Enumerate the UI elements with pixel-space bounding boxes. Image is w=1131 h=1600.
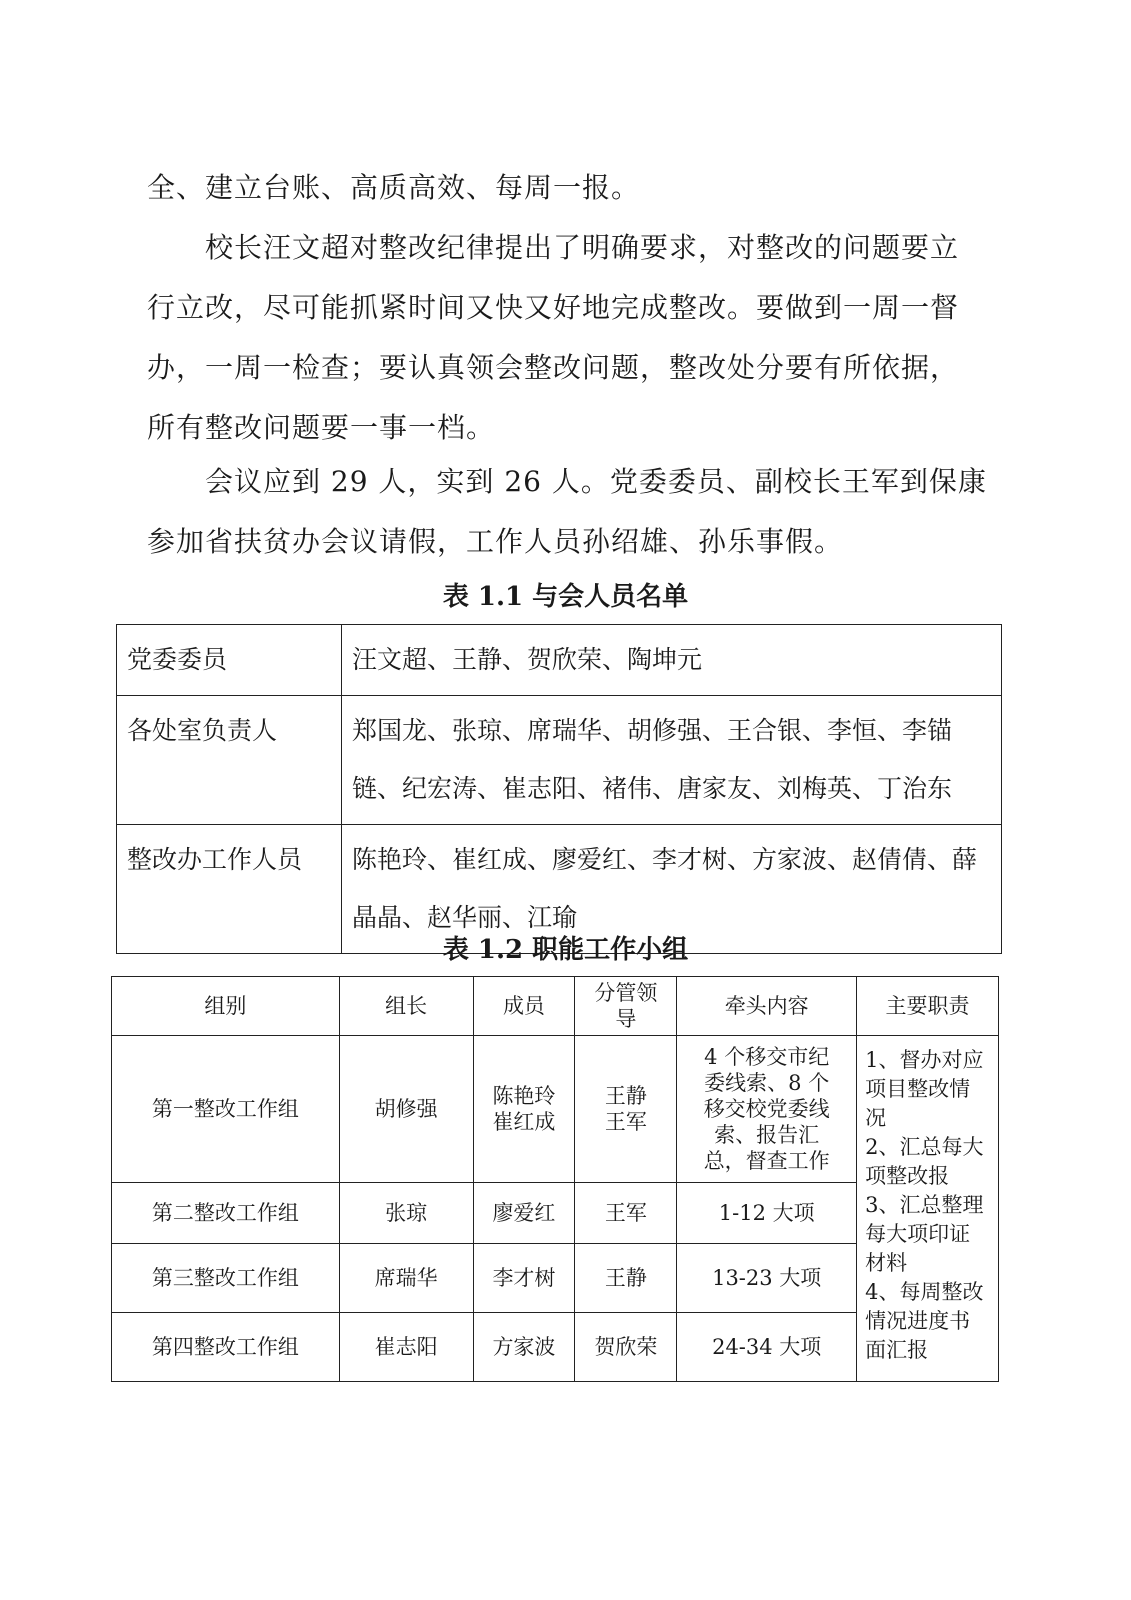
table-cell-role: 党委委员 — [117, 625, 342, 696]
cell-group: 第三整改工作组 — [112, 1244, 340, 1313]
cell-content: 1-12 大项 — [677, 1183, 857, 1244]
cell-leader: 胡修强 — [339, 1036, 473, 1183]
cell-supervisor: 王静 王军 — [575, 1036, 677, 1183]
cell-group: 第一整改工作组 — [112, 1036, 340, 1183]
cell-leader: 崔志阳 — [339, 1313, 473, 1382]
cell-content: 13-23 大项 — [677, 1244, 857, 1313]
cell-content: 4 个移交市纪委线索、8 个移交校党委线索、报告汇总，督查工作 — [677, 1036, 857, 1183]
attendee-table — [116, 624, 1002, 954]
header-members: 成员 — [473, 977, 575, 1036]
header-content: 牵头内容 — [677, 977, 857, 1036]
cell-duties: 1、督办对应项目整改情况 2、汇总每大项整改报 3、汇总整理每大项印证材料 4、每周整改情况进度书面汇报 — [857, 1036, 999, 1382]
table-header-row — [112, 977, 999, 1036]
cell-members: 李才树 — [473, 1244, 575, 1313]
table-row — [112, 1036, 999, 1183]
cell-members: 廖爱红 — [473, 1183, 575, 1244]
cell-group: 第四整改工作组 — [112, 1313, 340, 1382]
table2-caption: 表 1.2 职能工作小组 — [442, 935, 689, 965]
table-cell-names: 陈艳玲、崔红成、廖爱红、李才树、方家波、赵倩倩、薛晶晶、赵华丽、江瑜 — [342, 825, 1002, 954]
header-duties: 主要职责 — [857, 977, 999, 1036]
table-cell-role: 各处室负责人 — [117, 696, 342, 825]
cell-members: 方家波 — [473, 1313, 575, 1382]
paragraph-1: 全、建立台账、高质高效、每周一报。 — [147, 171, 641, 204]
table-cell-names: 郑国龙、张琼、席瑞华、胡修强、王合银、李恒、李锚链、纪宏涛、崔志阳、褚伟、唐家友、刘梅英、丁治东 — [342, 696, 1002, 825]
header-leader: 组长 — [339, 977, 473, 1036]
table-row — [117, 625, 1002, 696]
cell-content: 24-34 大项 — [677, 1313, 857, 1382]
table-cell-role: 整改办工作人员 — [117, 825, 342, 954]
table-row — [117, 696, 1002, 825]
paragraph-3: 会议应到 29 人，实到 26 人。党委委员、副校长王军到保康参加省扶贫办会议请假，工作人员孙绍雄、孙乐事假。 — [147, 465, 987, 558]
work-group-table — [111, 976, 999, 1382]
cell-group: 第二整改工作组 — [112, 1183, 340, 1244]
cell-leader: 张琼 — [339, 1183, 473, 1244]
cell-supervisor: 王军 — [575, 1183, 677, 1244]
table-cell-names: 汪文超、王静、贺欣荣、陶坤元 — [342, 625, 1002, 696]
paragraph-2: 校长汪文超对整改纪律提出了明确要求，对整改的问题要立行立改，尽可能抓紧时间又快又好地完成整改。要做到一周一督办，一周一检查；要认真领会整改问题，整改处分要有所依据，所有整改问题要一事一档。 — [147, 231, 960, 444]
header-supervisor: 分管领导 — [575, 977, 677, 1036]
cell-members: 陈艳玲 崔红成 — [473, 1036, 575, 1183]
table1-caption: 表 1.1 与会人员名单 — [442, 582, 689, 612]
cell-leader: 席瑞华 — [339, 1244, 473, 1313]
header-group: 组别 — [112, 977, 340, 1036]
cell-supervisor: 贺欣荣 — [575, 1313, 677, 1382]
cell-supervisor: 王静 — [575, 1244, 677, 1313]
